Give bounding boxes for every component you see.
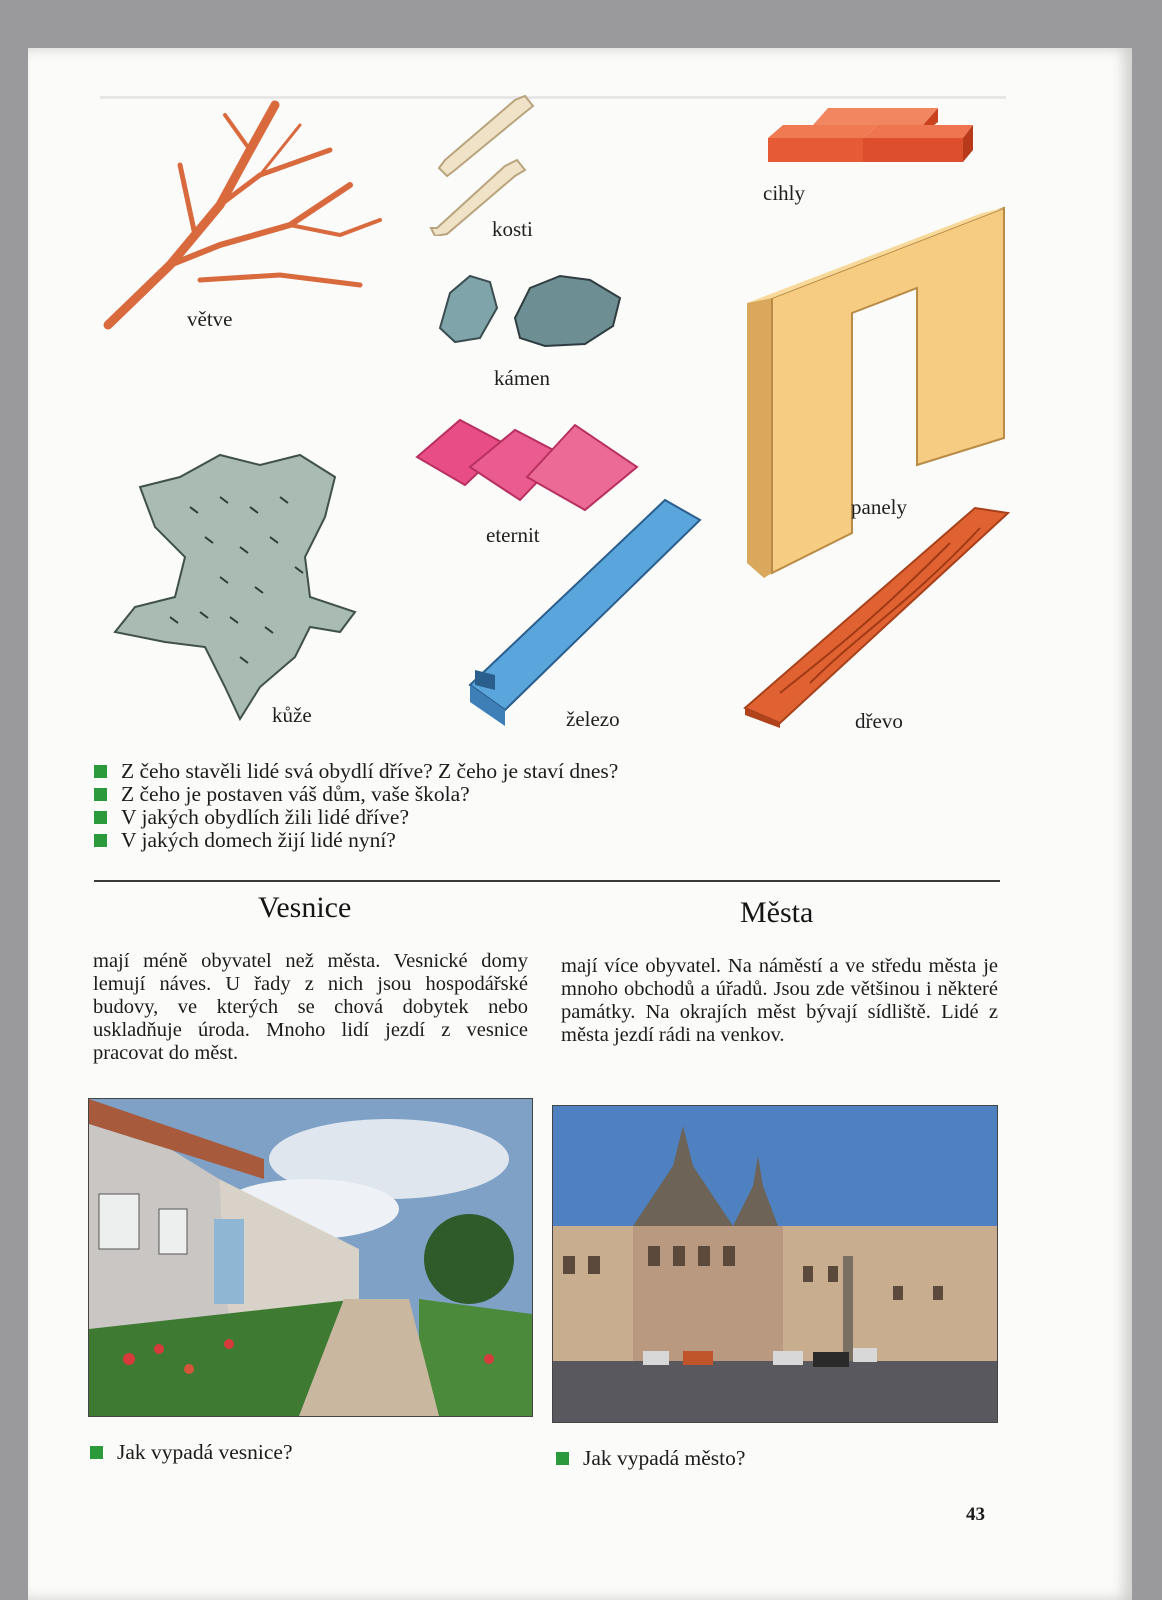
section-divider (94, 880, 1000, 882)
label-eternit: eternit (486, 523, 540, 547)
label-branches: větve (187, 307, 233, 331)
question-item: Z čeho je postaven váš dům, vaše škola? (94, 783, 774, 806)
bricks-illustration (758, 100, 973, 165)
bullet-icon (94, 765, 107, 778)
town-paragraph: mají více obyvatel. Na náměstí a ve středu města je mnoho obchodů a úřadů. Jsou zde většinou i některé památky. Na okrajích měst bývají sídliště. Lidé z města jezdí rádi na venkov. (561, 955, 998, 1046)
bullet-icon (94, 834, 107, 847)
iron-beam-illustration (465, 490, 705, 728)
bullet-icon (94, 788, 107, 801)
town-heading: Města (740, 896, 814, 929)
village-caption: Jak vypadá vesnice? (90, 1440, 293, 1465)
wooden-plank-illustration (740, 503, 1012, 728)
label-hide: kůže (272, 703, 312, 727)
village-paragraph: mají méně obyvatel než města. Vesnické domy lemují náves. U řady z nich jsou hospodářské budovy, ve kterých se chová dobytek nebo uskladňuje úroda. Mnoho lidí jezdí z vesnice pracovat do měst. (93, 950, 528, 1064)
label-wood: dřevo (855, 709, 903, 733)
label-bones: kosti (492, 217, 533, 241)
label-bricks: cihly (763, 181, 805, 205)
bullet-icon (94, 811, 107, 824)
stones-illustration (435, 268, 630, 350)
question-item: V jakých obydlích žili lidé dříve? (94, 806, 774, 829)
label-panels: panely (851, 495, 907, 519)
question-item: V jakých domech žijí lidé nyní? (94, 829, 774, 852)
hide-illustration (110, 447, 360, 722)
label-iron: železo (566, 707, 620, 731)
branch-illustration (100, 95, 390, 335)
village-photo (88, 1098, 533, 1417)
town-photo (552, 1105, 998, 1423)
town-caption: Jak vypadá město? (556, 1446, 745, 1471)
page-number: 43 (966, 1504, 985, 1525)
bones-illustration (425, 88, 540, 236)
bullet-icon (556, 1452, 569, 1465)
discussion-questions (94, 760, 774, 852)
bullet-icon (90, 1446, 103, 1459)
village-heading: Vesnice (258, 891, 352, 924)
question-item: Z čeho stavěli lidé svá obydlí dříve? Z čeho je staví dnes? (94, 760, 774, 783)
label-stone: kámen (494, 366, 550, 390)
